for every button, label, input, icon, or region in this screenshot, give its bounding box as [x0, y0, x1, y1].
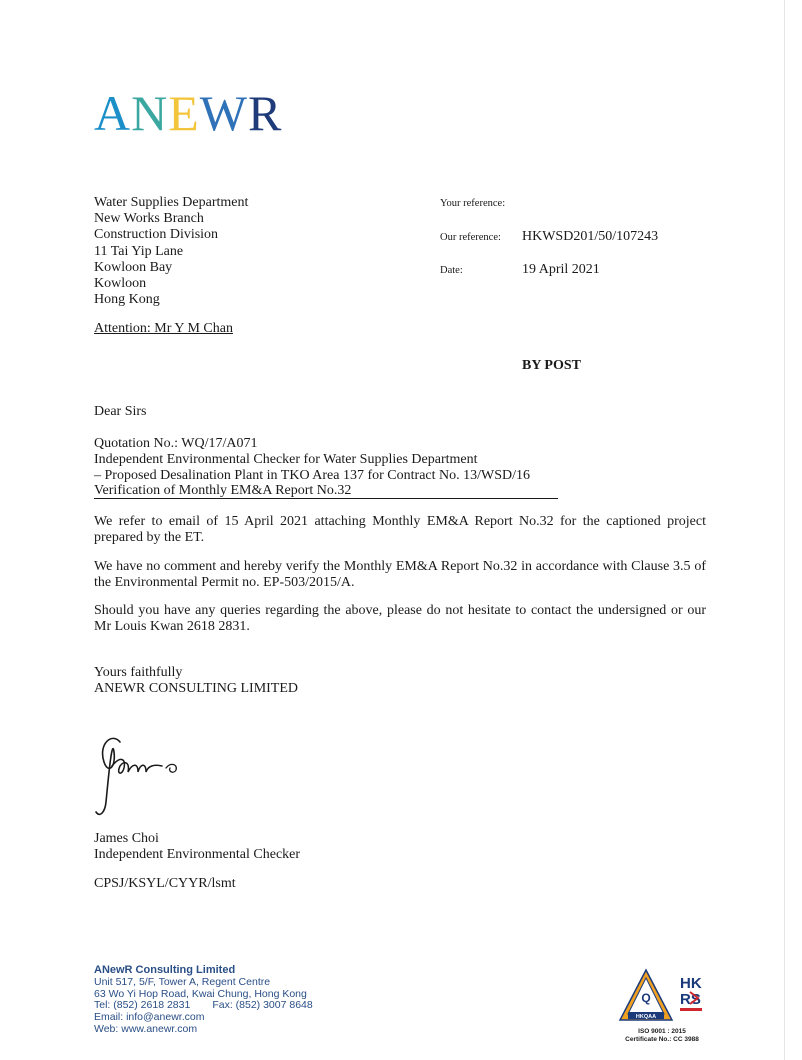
logo-letter: R — [247, 85, 283, 141]
attention-line: Attention: Mr Y M Chan — [94, 321, 233, 336]
logo-letter: W — [199, 85, 248, 141]
company-logo — [94, 85, 283, 141]
svg-text:Q: Q — [641, 991, 651, 1005]
hkqaa-text: HKQAA — [635, 1014, 657, 1020]
address-line: Water Supplies Department — [94, 195, 249, 210]
logo-letter: A — [94, 85, 132, 141]
footer-address: Unit 517, 5/F, Tower A, Regent Centre — [94, 975, 271, 988]
reference-initials: CPSJ/KSYL/CYYR/lsmt — [94, 876, 236, 891]
body-paragraph: Should you have any queries regarding the above, please do not hesitate to contact the undersigned or our Mr Louis Kwan 2618 2831. — [94, 603, 706, 634]
hk-text: HK — [680, 975, 702, 992]
body-paragraph: We have no comment and hereby verify the Monthly EM&A Report No.32 in accordance with Clause 3.5 of the Environmental Permit no. EP-503/2015/A. — [94, 559, 706, 590]
date-label: Date: — [440, 265, 463, 276]
iso-standard: ISO 9001 : 2015 — [638, 1028, 686, 1035]
footer-company: ANewR Consulting Limited — [94, 964, 236, 976]
delivery-method: BY POST — [522, 358, 581, 373]
subject-block — [94, 436, 714, 499]
handwritten-signature — [90, 722, 210, 822]
footer-email[interactable]: Email: info@anewr.com — [94, 1011, 205, 1024]
certificate-number: Certificate No.: CC 3988 — [625, 1036, 699, 1043]
closing-company: ANEWR CONSULTING LIMITED — [94, 681, 299, 696]
our-reference-label: Our reference: — [440, 232, 501, 243]
recipient-address — [94, 195, 248, 308]
subject-line-underlined: Verification of Monthly EM&A Report No.32 — [94, 484, 558, 499]
date-value: 19 April 2021 — [522, 262, 600, 277]
body-paragraph: We refer to email of 15 April 2021 attaching Monthly EM&A Report No.32 for the captioned project prepared by the ET. — [94, 514, 706, 545]
closing-line: Yours faithfully — [94, 665, 183, 680]
footer-contact — [94, 965, 313, 1036]
logo-letter: N — [131, 85, 169, 141]
address-line: Construction Division — [94, 227, 219, 243]
signer-block — [94, 831, 300, 863]
signer-name: James Choi — [94, 831, 159, 846]
salutation: Dear Sirs — [94, 404, 147, 419]
your-reference-label: Your reference: — [440, 198, 506, 209]
address-line: Kowloon Bay — [94, 259, 173, 275]
signer-title: Independent Environmental Checker — [94, 847, 301, 862]
our-reference-value: HKWSD201/50/107243 — [522, 229, 659, 244]
logo-letter: E — [168, 85, 200, 141]
footer-address: 63 Wo Yi Hop Road, Kwai Chung, Hong Kong — [94, 987, 307, 1000]
address-line: New Works Branch — [94, 211, 204, 227]
address-line: Kowloon — [94, 276, 147, 292]
closing-block — [94, 665, 298, 697]
footer-fax: Fax: (852) 3007 8648 — [212, 999, 313, 1012]
subject-line: Independent Environmental Checker for Water Supplies Department — [94, 451, 478, 467]
address-line: Hong Kong — [94, 292, 160, 308]
rs-text: RS — [680, 991, 701, 1008]
footer-tel: Tel: (852) 2618 2831 — [94, 999, 191, 1012]
footer-web[interactable]: Web: www.anewr.com — [94, 1022, 198, 1035]
subject-line: – Proposed Desalination Plant in TKO Area 137 for Contract No. 13/WSD/16 — [94, 467, 531, 483]
address-line: 11 Tai Yip Lane — [94, 243, 184, 259]
page-edge-divider — [784, 0, 785, 1060]
subject-line: Quotation No.: WQ/17/A071 — [94, 436, 258, 451]
